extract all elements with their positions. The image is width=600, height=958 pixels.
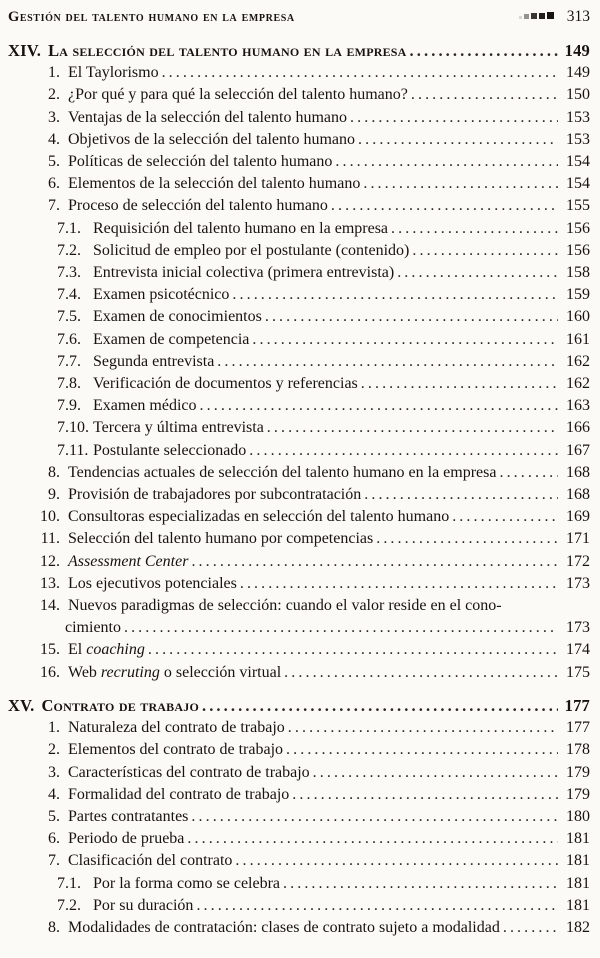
toc-item <box>8 395 590 417</box>
item-label: cimiento <box>65 619 121 637</box>
item-page-number: 158 <box>566 264 590 282</box>
item-label: Elementos de la selección del talento humano <box>68 175 361 193</box>
item-page-number: 181 <box>566 852 590 870</box>
dot-leader <box>394 262 558 284</box>
toc-item <box>8 806 590 828</box>
item-number: 7. <box>48 197 60 215</box>
item-number: 1. <box>48 719 60 737</box>
item-label-part: Web <box>68 663 101 681</box>
toc <box>8 40 590 939</box>
section-page-number: 149 <box>564 41 590 60</box>
item-page-number: 181 <box>566 874 590 892</box>
running-header-title: Gestión del talento humano en la empresa <box>8 9 295 25</box>
toc-item <box>8 195 590 217</box>
dot-leader <box>500 917 558 939</box>
item-page-number: 156 <box>566 219 590 237</box>
item-label: Selección del talento humano por competencias <box>68 530 374 548</box>
section-page-number: 177 <box>564 695 590 715</box>
item-page-number: 161 <box>566 330 590 348</box>
item-page-number: 178 <box>566 741 590 759</box>
item-number: 15. <box>40 641 60 659</box>
item-number: 5. <box>48 153 60 171</box>
toc-item <box>8 873 590 895</box>
toc-item <box>8 218 590 240</box>
dot-leader <box>496 462 558 484</box>
dot-leader <box>199 695 558 717</box>
item-number: 8. <box>48 918 60 936</box>
item-label <box>68 662 281 684</box>
dot-leader <box>193 895 558 917</box>
dot-leader <box>409 240 558 262</box>
toc-section <box>8 40 590 684</box>
dot-leader <box>408 84 558 106</box>
dot-leader <box>232 850 558 872</box>
item-number: 7. <box>48 852 60 870</box>
item-label: Examen de conocimientos <box>93 308 262 326</box>
item-number: 16. <box>40 663 60 681</box>
toc-item <box>8 573 590 595</box>
item-label-part: o selección virtual <box>159 663 282 681</box>
toc-item <box>8 440 590 462</box>
toc-item <box>8 62 590 84</box>
item-label: Examen médico <box>93 397 197 415</box>
dot-leader <box>229 284 558 306</box>
item-label: Consultoras especializadas en selección del talento humano <box>68 508 450 526</box>
item-page-number: 153 <box>566 108 590 126</box>
item-number: 11. <box>40 530 60 548</box>
section-title: La selección del talento humano en la empresa <box>48 41 407 60</box>
item-label: ¿Por qué y para qué la selección del talento humano? <box>68 86 408 104</box>
item-number: 4. <box>48 130 60 148</box>
item-page-number: 167 <box>566 441 590 459</box>
item-label: Provisión de trabajadores por subcontratación <box>68 486 362 504</box>
item-label: Proceso de selección del talento humano <box>68 197 328 215</box>
item-page-number: 174 <box>566 641 590 659</box>
item-page-number: 162 <box>566 375 590 393</box>
item-number: 7.1. <box>57 219 81 237</box>
square-icon <box>531 13 537 19</box>
item-number: 14. <box>40 597 60 615</box>
toc-item <box>8 373 590 395</box>
dot-leader <box>262 306 558 328</box>
square-icon <box>519 16 522 19</box>
item-page-number: 179 <box>566 785 590 803</box>
dot-leader <box>237 573 558 595</box>
item-number: 10. <box>40 508 60 526</box>
dot-leader <box>355 129 558 151</box>
dot-leader <box>283 739 558 761</box>
item-number: 6. <box>48 830 60 848</box>
item-label: Por la forma como se celebra <box>93 874 281 892</box>
item-number: 7.4. <box>57 286 81 304</box>
item-number: 7.11. <box>57 441 89 459</box>
item-page-number: 171 <box>566 530 590 548</box>
item-label: Características del contrato de trabajo <box>68 763 310 781</box>
toc-section-heading <box>8 40 590 62</box>
toc-item <box>8 84 590 106</box>
toc-item <box>8 129 590 151</box>
dot-leader <box>280 873 558 895</box>
dot-leader <box>361 484 558 506</box>
dot-leader <box>449 506 558 528</box>
dot-leader <box>197 395 558 417</box>
toc-item <box>8 895 590 917</box>
item-number: 1. <box>48 64 60 82</box>
item-label: Verificación de documentos y referencias <box>93 375 358 393</box>
item-page-number: 175 <box>566 663 590 681</box>
item-label-part: Assessment Center <box>68 552 189 570</box>
toc-item <box>8 240 590 262</box>
dot-leader <box>388 218 558 240</box>
toc-section <box>8 695 590 939</box>
item-page-number: 153 <box>566 130 590 148</box>
toc-item <box>8 784 590 806</box>
item-number: 2. <box>48 86 60 104</box>
dot-leader <box>246 440 558 462</box>
item-page-number: 168 <box>566 486 590 504</box>
toc-item <box>8 151 590 173</box>
dot-leader <box>121 617 558 639</box>
dot-leader <box>360 173 558 195</box>
dot-leader <box>407 40 558 62</box>
dot-leader <box>264 417 558 439</box>
dot-leader <box>281 662 558 684</box>
item-number: 8. <box>48 463 60 481</box>
dot-leader <box>328 195 558 217</box>
item-page-number: 162 <box>566 352 590 370</box>
toc-item <box>8 351 590 373</box>
square-icon <box>547 12 554 19</box>
item-label: Políticas de selección del talento humano <box>68 153 333 171</box>
item-number: 2. <box>48 741 60 759</box>
item-number: 7.10. <box>57 419 89 437</box>
toc-item <box>8 917 590 939</box>
item-label: Requisición del talento humano en la empresa <box>93 219 389 237</box>
item-page-number: 177 <box>566 719 590 737</box>
toc-item <box>8 739 590 761</box>
item-number: 7.1. <box>57 874 81 892</box>
item-label <box>68 551 188 573</box>
section-number: XV. <box>8 695 35 715</box>
dot-leader <box>358 373 558 395</box>
item-page-number: 156 <box>566 241 590 259</box>
item-number: 13. <box>40 574 60 592</box>
item-number: 7.6. <box>57 330 81 348</box>
item-label: Naturaleza del contrato de trabajo <box>68 719 285 737</box>
item-label: Examen de competencia <box>93 330 250 348</box>
item-label: Partes contratantes <box>68 807 189 825</box>
dot-leader <box>188 806 558 828</box>
item-label <box>68 639 145 661</box>
dot-leader <box>310 762 558 784</box>
item-number: 6. <box>48 175 60 193</box>
running-header <box>8 8 590 26</box>
item-number: 4. <box>48 785 60 803</box>
toc-item <box>8 506 590 528</box>
item-label: Elementos del contrato de trabajo <box>68 741 284 759</box>
item-page-number: 173 <box>566 619 590 637</box>
item-number: 7.7. <box>57 352 81 370</box>
toc-item <box>8 107 590 129</box>
item-label: Nuevos paradigmas de selección: cuando el valor reside en el cono- <box>68 597 502 615</box>
item-page-number: 179 <box>566 763 590 781</box>
item-label: Modalidades de contratación: clases de contrato sujeto a modalidad <box>68 918 500 936</box>
item-label-part: El <box>68 641 87 659</box>
item-page-number: 160 <box>566 308 590 326</box>
item-label: Entrevista inicial colectiva (primera entrevista) <box>93 264 395 282</box>
toc-item <box>8 262 590 284</box>
dot-leader <box>285 717 558 739</box>
item-page-number: 180 <box>566 807 590 825</box>
item-number: 5. <box>48 807 60 825</box>
item-label: Los ejecutivos potenciales <box>68 574 237 592</box>
item-number: 7.3. <box>57 264 81 282</box>
item-page-number: 166 <box>566 419 590 437</box>
item-label: Solicitud de empleo por el postulante (contenido) <box>93 241 410 259</box>
toc-item <box>8 828 590 850</box>
item-number: 7.8. <box>57 375 81 393</box>
toc-item <box>8 717 590 739</box>
item-page-number: 181 <box>566 830 590 848</box>
running-header-page-number: 313 <box>566 8 590 25</box>
item-page-number: 182 <box>566 918 590 936</box>
dot-leader <box>214 351 558 373</box>
toc-item <box>8 595 590 617</box>
toc-item <box>8 306 590 328</box>
dot-leader <box>332 151 558 173</box>
item-page-number: 159 <box>566 286 590 304</box>
dot-leader <box>188 551 558 573</box>
item-label: Formalidad del contrato de trabajo <box>68 785 290 803</box>
item-label: El Taylorismo <box>68 64 159 82</box>
item-number: 3. <box>48 108 60 126</box>
item-label: Clasificación del contrato <box>68 852 233 870</box>
item-page-number: 169 <box>566 508 590 526</box>
dot-leader <box>249 329 558 351</box>
toc-item <box>8 173 590 195</box>
page-marker-squares-icon <box>519 12 554 19</box>
dot-leader <box>347 107 558 129</box>
item-number: 9. <box>48 486 60 504</box>
square-icon <box>524 14 529 19</box>
item-number: 12. <box>40 552 60 570</box>
item-number: 7.5. <box>57 308 81 326</box>
dot-leader <box>184 828 558 850</box>
item-number: 7.2. <box>57 241 81 259</box>
item-page-number: 154 <box>566 175 590 193</box>
toc-item <box>8 762 590 784</box>
item-label-part: coaching <box>86 641 145 659</box>
item-label: Ventajas de la selección del talento humano <box>68 108 348 126</box>
toc-item <box>8 284 590 306</box>
toc-item <box>8 484 590 506</box>
item-page-number: 154 <box>566 153 590 171</box>
toc-item <box>8 662 590 684</box>
item-page-number: 155 <box>566 197 590 215</box>
item-label: Periodo de prueba <box>68 830 185 848</box>
toc-item <box>8 639 590 661</box>
square-icon <box>539 13 545 19</box>
item-page-number: 150 <box>566 86 590 104</box>
item-number: 7.2. <box>57 896 81 914</box>
toc-section-heading <box>8 695 590 717</box>
dot-leader <box>145 639 558 661</box>
item-number: 7.9. <box>57 397 81 415</box>
item-label: Por su duración <box>93 896 194 914</box>
toc-item <box>8 462 590 484</box>
item-label: Postulante seleccionado <box>93 441 247 459</box>
toc-item <box>8 528 590 550</box>
item-label: Tercera y última entrevista <box>93 419 264 437</box>
dot-leader <box>159 62 558 84</box>
item-number: 3. <box>48 763 60 781</box>
item-page-number: 173 <box>566 574 590 592</box>
item-page-number: 172 <box>566 552 590 570</box>
item-label: Tendencias actuales de selección del talento humano en la empresa <box>68 463 497 481</box>
section-title: Contrato de trabajo <box>41 695 199 715</box>
item-page-number: 168 <box>566 463 590 481</box>
toc-item <box>8 329 590 351</box>
item-label-part: recruting <box>100 663 160 681</box>
item-page-number: 149 <box>566 64 590 82</box>
toc-item <box>8 850 590 872</box>
dot-leader <box>289 784 558 806</box>
item-page-number: 163 <box>566 397 590 415</box>
item-page-number: 181 <box>566 896 590 914</box>
toc-item <box>8 551 590 573</box>
item-label: Objetivos de la selección del talento humano <box>68 130 356 148</box>
item-label: Segunda entrevista <box>93 352 215 370</box>
toc-item <box>8 417 590 439</box>
section-number: XIV. <box>8 41 42 60</box>
item-label: Examen psicotécnico <box>93 286 230 304</box>
dot-leader <box>373 528 558 550</box>
toc-item-continuation <box>8 617 590 639</box>
